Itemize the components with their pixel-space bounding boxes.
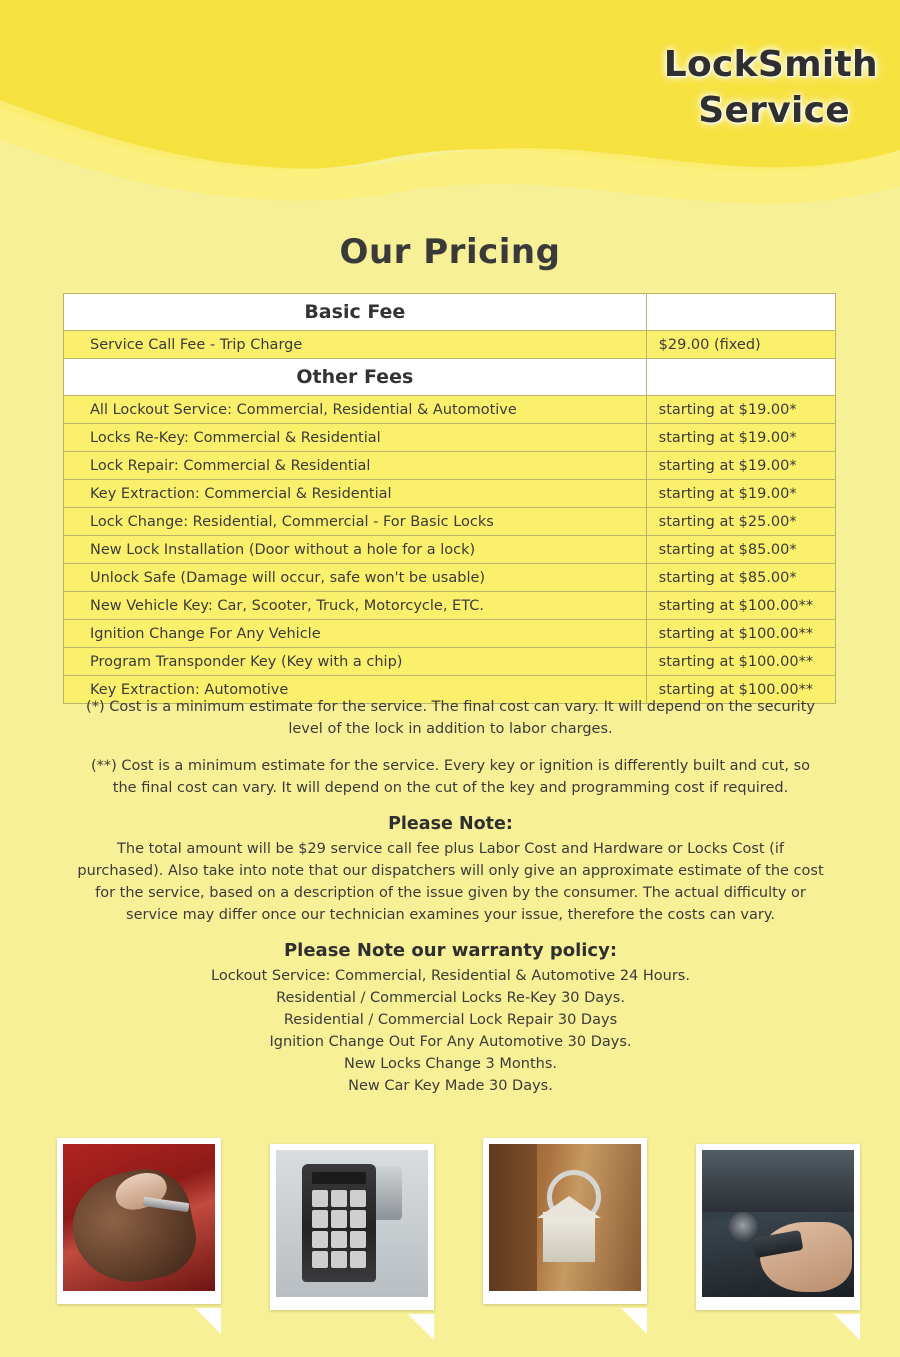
double-star-note: (**) Cost is a minimum estimate for the service. Every key or ignition is differently built and cut, so the final cost can vary. It will depend on the cut of the key and programming cost if required. — [90, 758, 811, 796]
page-title: Our Pricing — [339, 232, 561, 272]
table-row — [64, 620, 836, 648]
pricing-table — [63, 293, 836, 704]
service-price: $29.00 (fixed) — [646, 331, 835, 359]
service-name: New Vehicle Key: Car, Scooter, Truck, Motorcycle, ETC. — [64, 592, 647, 620]
list-item: Residential / Commercial Lock Repair 30 Days — [283, 1012, 618, 1028]
table-row — [64, 424, 836, 452]
section-heading: Basic Fee — [64, 294, 647, 331]
photo-strip — [0, 1138, 900, 1338]
service-name: Lock Change: Residential, Commercial - For Basic Locks — [64, 508, 647, 536]
list-item: Ignition Change Out For Any Automotive 30 Days. — [269, 1034, 632, 1050]
service-name: Unlock Safe (Damage will occur, safe won't be usable) — [64, 564, 647, 592]
service-price: starting at $19.00* — [646, 396, 835, 424]
service-price: starting at $100.00** — [646, 676, 835, 704]
brand-line-2: Service — [698, 90, 850, 131]
table-row — [64, 331, 836, 359]
service-name: Locks Re-Key: Commercial & Residential — [64, 424, 647, 452]
table-row — [64, 592, 836, 620]
table-section-header — [64, 294, 836, 331]
list-item: New Car Key Made 30 Days. — [348, 1078, 553, 1094]
service-name: New Lock Installation (Door without a hole for a lock) — [64, 536, 647, 564]
please-note-body: The total amount will be $29 service call fee plus Labor Cost and Hardware or Locks Cost (if purchased). Also take into note that our dispatchers will only give an approximate estimate of the cost for the service, based on a description of the issue given by the consumer. The actual difficulty or service may differ once our technician examines your issue, therefore the costs can vary. — [77, 841, 824, 923]
car-key-in-hand-photo — [57, 1138, 221, 1304]
table-row — [64, 536, 836, 564]
service-price: starting at $85.00* — [646, 564, 835, 592]
section-heading-price-cell — [646, 294, 835, 331]
service-price: starting at $25.00* — [646, 508, 835, 536]
table-section-header — [64, 359, 836, 396]
please-note-heading: Please Note: — [388, 814, 513, 834]
page-header — [0, 0, 900, 215]
service-price: starting at $100.00** — [646, 648, 835, 676]
warranty-list — [63, 965, 838, 1097]
list-item: Lockout Service: Commercial, Residential & Automotive 24 Hours. — [211, 968, 690, 984]
table-row — [64, 452, 836, 480]
service-price: starting at $19.00* — [646, 424, 835, 452]
list-item: New Locks Change 3 Months. — [343, 1056, 558, 1072]
service-name: All Lockout Service: Commercial, Residential & Automotive — [64, 396, 647, 424]
notes-section — [63, 696, 838, 1097]
service-price: starting at $19.00* — [646, 452, 835, 480]
table-row — [64, 508, 836, 536]
single-star-note: (*) Cost is a minimum estimate for the service. The final cost can vary. It will depend on the security level of the lock in addition to labor charges. — [86, 699, 815, 737]
service-price: starting at $19.00* — [646, 480, 835, 508]
table-row — [64, 480, 836, 508]
table-row — [64, 396, 836, 424]
section-heading-price-cell — [646, 359, 835, 396]
service-name: Key Extraction: Automotive — [64, 676, 647, 704]
car-ignition-key-fob-photo — [696, 1144, 860, 1310]
service-price: starting at $100.00** — [646, 620, 835, 648]
brand-line-1: LockSmith — [663, 44, 878, 85]
service-name: Key Extraction: Commercial & Residential — [64, 480, 647, 508]
table-row — [64, 648, 836, 676]
brand-title — [664, 42, 878, 134]
service-price: starting at $100.00** — [646, 592, 835, 620]
service-name: Service Call Fee - Trip Charge — [64, 331, 647, 359]
service-price: starting at $85.00* — [646, 536, 835, 564]
service-name: Ignition Change For Any Vehicle — [64, 620, 647, 648]
list-item: Residential / Commercial Locks Re-Key 30 Days. — [276, 990, 625, 1006]
section-heading: Other Fees — [64, 359, 647, 396]
table-row — [64, 564, 836, 592]
keypad-lockbox-photo — [270, 1144, 434, 1310]
service-name: Lock Repair: Commercial & Residential — [64, 452, 647, 480]
house-key-on-door-photo — [483, 1138, 647, 1304]
warranty-heading: Please Note our warranty policy: — [283, 940, 618, 961]
service-name: Program Transponder Key (Key with a chip) — [64, 648, 647, 676]
